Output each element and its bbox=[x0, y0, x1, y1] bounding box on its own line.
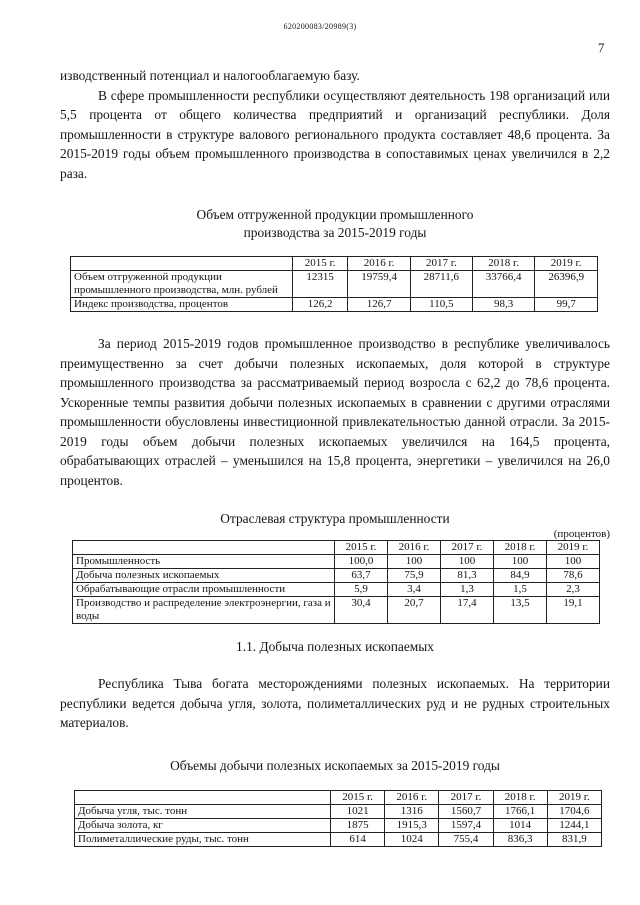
table-cell: 20,7 bbox=[388, 597, 441, 624]
mining-volumes-table bbox=[74, 790, 602, 847]
year-header: 2018 г. bbox=[494, 541, 547, 555]
table-cell: 78,6 bbox=[547, 569, 600, 583]
section-heading: 1.1. Добыча полезных ископаемых bbox=[236, 639, 434, 654]
table-cell: 26396,9 bbox=[535, 271, 598, 298]
table-cell: 100 bbox=[494, 555, 547, 569]
table1-title-line2: производства за 2015-2019 годы bbox=[243, 225, 427, 240]
year-header: 2015 г. bbox=[331, 790, 385, 804]
table-cell: 1560,7 bbox=[439, 804, 493, 818]
year-header: 2019 г. bbox=[547, 541, 600, 555]
table-cell: 755,4 bbox=[439, 832, 493, 846]
table-cell: 19759,4 bbox=[348, 271, 411, 298]
year-header: 2016 г. bbox=[348, 257, 411, 271]
page-number: 7 bbox=[598, 40, 605, 55]
row-label: Полиметаллические руды, тыс. тонн bbox=[75, 832, 331, 846]
year-header: 2019 г. bbox=[547, 790, 601, 804]
table-cell: 75,9 bbox=[388, 569, 441, 583]
table-cell: 99,7 bbox=[535, 298, 598, 312]
year-header: 2016 г. bbox=[388, 541, 441, 555]
document-number: 620200083/20989(3) bbox=[283, 22, 357, 31]
table-cell: 84,9 bbox=[494, 569, 547, 583]
row-label: Индекс производства, процентов bbox=[71, 298, 293, 312]
table2-unit: (процентов) bbox=[553, 528, 610, 540]
table-header-row bbox=[73, 541, 600, 555]
table-cell: 126,2 bbox=[293, 298, 348, 312]
table-cell: 1915,3 bbox=[385, 818, 439, 832]
table-cell: 5,9 bbox=[335, 583, 388, 597]
paragraph-mining-growth: За период 2015-2019 годов промышленное производство в республике увеличивалось преимущественно за счет добычи полезных ископаемых, доля которой в структуре промышленного производства за рассматриваемый период возросла с 62,2 до 78,6 процента. Ускоренные темпы развития добычи полезных ископаемых в сравнении с другими отраслями промышленности обусловлены инвестиционной привлекательностью данной отрасли. За 2015-2019 годы объем добычи полезных ископаемых увеличился на 164,5 процента, обрабатывающих отраслей – уменьшился на 15,8 процента, энергетики – увеличился на 26,0 процентов. bbox=[60, 336, 610, 488]
row-label: Добыча полезных ископаемых bbox=[73, 569, 335, 583]
table-cell: 1875 bbox=[331, 818, 385, 832]
table-cell: 1024 bbox=[385, 832, 439, 846]
table-cell: 1021 bbox=[331, 804, 385, 818]
table-row bbox=[73, 555, 600, 569]
year-header: 2015 г. bbox=[293, 257, 348, 271]
table-row bbox=[73, 569, 600, 583]
table-cell: 17,4 bbox=[441, 597, 494, 624]
table-cell: 12315 bbox=[293, 271, 348, 298]
table1-title-line1: Объем отгруженной продукции промышленного bbox=[196, 207, 474, 222]
table-cell: 126,7 bbox=[348, 298, 411, 312]
table-corner-cell bbox=[73, 541, 335, 555]
year-header: 2016 г. bbox=[385, 790, 439, 804]
table-cell: 2,3 bbox=[547, 583, 600, 597]
table-cell: 33766,4 bbox=[472, 271, 535, 298]
year-header: 2018 г. bbox=[472, 257, 535, 271]
table3-title: Объемы добычи полезных ископаемых за 2015-2019 годы bbox=[170, 757, 500, 773]
table-row bbox=[73, 597, 600, 624]
year-header: 2018 г. bbox=[493, 790, 547, 804]
table-cell: 1,3 bbox=[441, 583, 494, 597]
table-row bbox=[75, 818, 602, 832]
table-cell: 81,3 bbox=[441, 569, 494, 583]
table-row bbox=[71, 271, 598, 298]
year-header: 2017 г. bbox=[441, 541, 494, 555]
table-cell: 100,0 bbox=[335, 555, 388, 569]
page-content bbox=[60, 66, 610, 847]
table-cell: 1244,1 bbox=[547, 818, 601, 832]
table-cell: 3,4 bbox=[388, 583, 441, 597]
paragraph-mineral-resources: Республика Тыва богата месторождениями полезных ископаемых. На территории республики ведется добыча угля, золота, полиметаллических руд и не рудных строительных материалов. bbox=[60, 676, 610, 730]
industry-structure-table bbox=[72, 540, 600, 624]
table-cell: 1704,6 bbox=[547, 804, 601, 818]
table-cell: 98,3 bbox=[472, 298, 535, 312]
shipped-production-table bbox=[70, 256, 598, 312]
table-cell: 1014 bbox=[493, 818, 547, 832]
table-header-row bbox=[71, 257, 598, 271]
table-corner-cell bbox=[71, 257, 293, 271]
row-label: Промышленность bbox=[73, 555, 335, 569]
table-cell: 836,3 bbox=[493, 832, 547, 846]
table-cell: 19,1 bbox=[547, 597, 600, 624]
table-cell: 13,5 bbox=[494, 597, 547, 624]
year-header: 2017 г. bbox=[410, 257, 472, 271]
table-cell: 100 bbox=[441, 555, 494, 569]
table-cell: 1316 bbox=[385, 804, 439, 818]
table2-title: Отраслевая структура промышленности bbox=[220, 511, 450, 526]
table-corner-cell bbox=[75, 790, 331, 804]
table-cell: 28711,6 bbox=[410, 271, 472, 298]
table-cell: 1597,4 bbox=[439, 818, 493, 832]
row-label: Добыча угля, тыс. тонн bbox=[75, 804, 331, 818]
table-cell: 100 bbox=[388, 555, 441, 569]
year-header: 2015 г. bbox=[335, 541, 388, 555]
row-label: Добыча золота, кг bbox=[75, 818, 331, 832]
row-label: Производство и распределение электроэнергии, газа и воды bbox=[73, 597, 335, 624]
year-header: 2019 г. bbox=[535, 257, 598, 271]
paragraph-continuation: изводственный потенциал и налогооблагаемую базу. bbox=[60, 68, 360, 83]
table-row bbox=[71, 298, 598, 312]
table-cell: 110,5 bbox=[410, 298, 472, 312]
table-cell: 1,5 bbox=[494, 583, 547, 597]
table-cell: 831,9 bbox=[547, 832, 601, 846]
table-cell: 30,4 bbox=[335, 597, 388, 624]
table-header-row bbox=[75, 790, 602, 804]
table-cell: 63,7 bbox=[335, 569, 388, 583]
table-cell: 614 bbox=[331, 832, 385, 846]
table-cell: 100 bbox=[547, 555, 600, 569]
table-row bbox=[75, 832, 602, 846]
paragraph-industry-overview: В сфере промышленности республики осуществляют деятельность 198 организаций или 5,5 процента от общего количества предприятий и организаций республики. Доля промышленности в структуре валового регионального продукта составляет 48,6 процента. За 2015-2019 годы объем промышленного производства в сопоставимых ценах увеличился в 2,2 раза. bbox=[60, 87, 610, 181]
year-header: 2017 г. bbox=[439, 790, 493, 804]
row-label: Объем отгруженной продукции промышленного производства, млн. рублей bbox=[71, 271, 293, 298]
row-label: Обрабатывающие отрасли промышленности bbox=[73, 583, 335, 597]
table-row bbox=[73, 583, 600, 597]
table-row bbox=[75, 804, 602, 818]
table-cell: 1766,1 bbox=[493, 804, 547, 818]
